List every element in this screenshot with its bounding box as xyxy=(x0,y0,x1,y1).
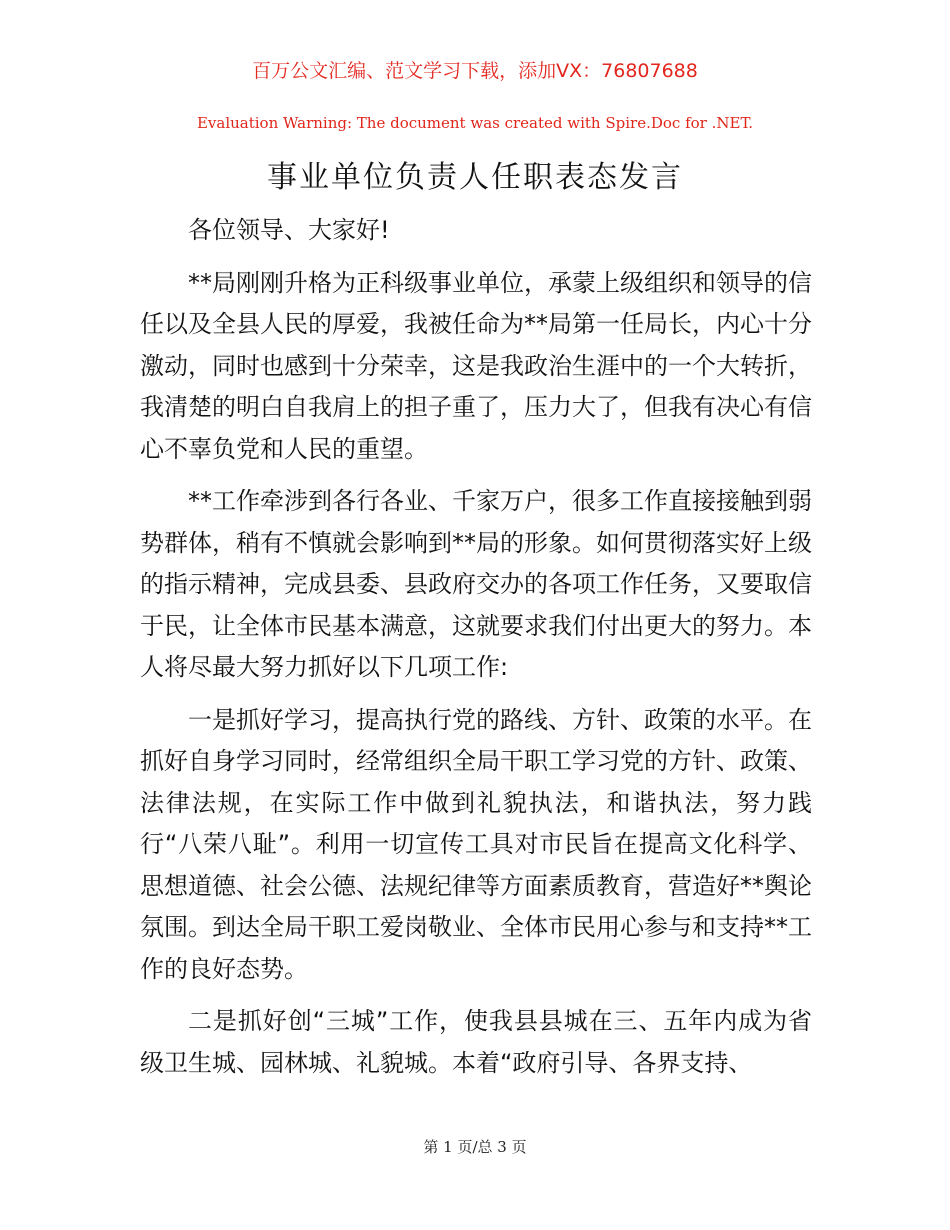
paragraph-point-one: 一是抓好学习，提高执行党的路线、方针、政策的水平。在抓好自身学习同时，经常组织全局干职工学习党的方针、政策、法律法规，在实际工作中做到礼貌执法，和谐执法，努力践行“八荣八耻”。利用一切宣传工具对市民旨在提高文化科学、思想道德、社会公德、法规纪律等方面素质教育，营造好**舆论氛围。到达全局干职工爱岗敬业、全体市民用心参与和支持**工作的良好态势。 xyxy=(140,705,812,983)
paragraph-intro: **局刚刚升格为正科级事业单位，承蒙上级组织和领导的信任以及全县人民的厚爱，我被任命为**局第一任局长，内心十分激动，同时也感到十分荣幸，这是我政治生涯中的一个大转折，我清楚的明白自我肩上的担子重了，压力大了，但我有决心有信心不辜负党和人民的重望。 xyxy=(140,268,812,463)
evaluation-warning: Evaluation Warning: The document was created with Spire.Doc for .NET. xyxy=(196,114,754,132)
document-title: 事业单位负责人任职表态发言 xyxy=(267,160,683,195)
document-body xyxy=(140,210,812,1095)
header-ad-text: 百万公文汇编、范文学习下载，添加VX：76807688 xyxy=(252,60,698,82)
paragraph-point-two: 二是抓好创“三城”工作，使我县县城在三、五年内成为省级卫生城、园林城、礼貌城。本着“政府引导、各界支持、 xyxy=(140,1007,812,1077)
page-number-footer: 第 1 页/总 3 页 xyxy=(423,1138,527,1156)
paragraph-greeting: 各位领导、大家好! xyxy=(188,216,390,244)
paragraph-work-scope: **工作牵涉到各行各业、千家万户，很多工作直接接触到弱势群体，稍有不慎就会影响到**局的形象。如何贯彻落实好上级的指示精神，完成县委、县政府交办的各项工作任务，又要取信于民，让全体市民基本满意，这就要求我们付出更大的努力。本人将尽最大努力抓好以下几项工作: xyxy=(140,487,812,681)
